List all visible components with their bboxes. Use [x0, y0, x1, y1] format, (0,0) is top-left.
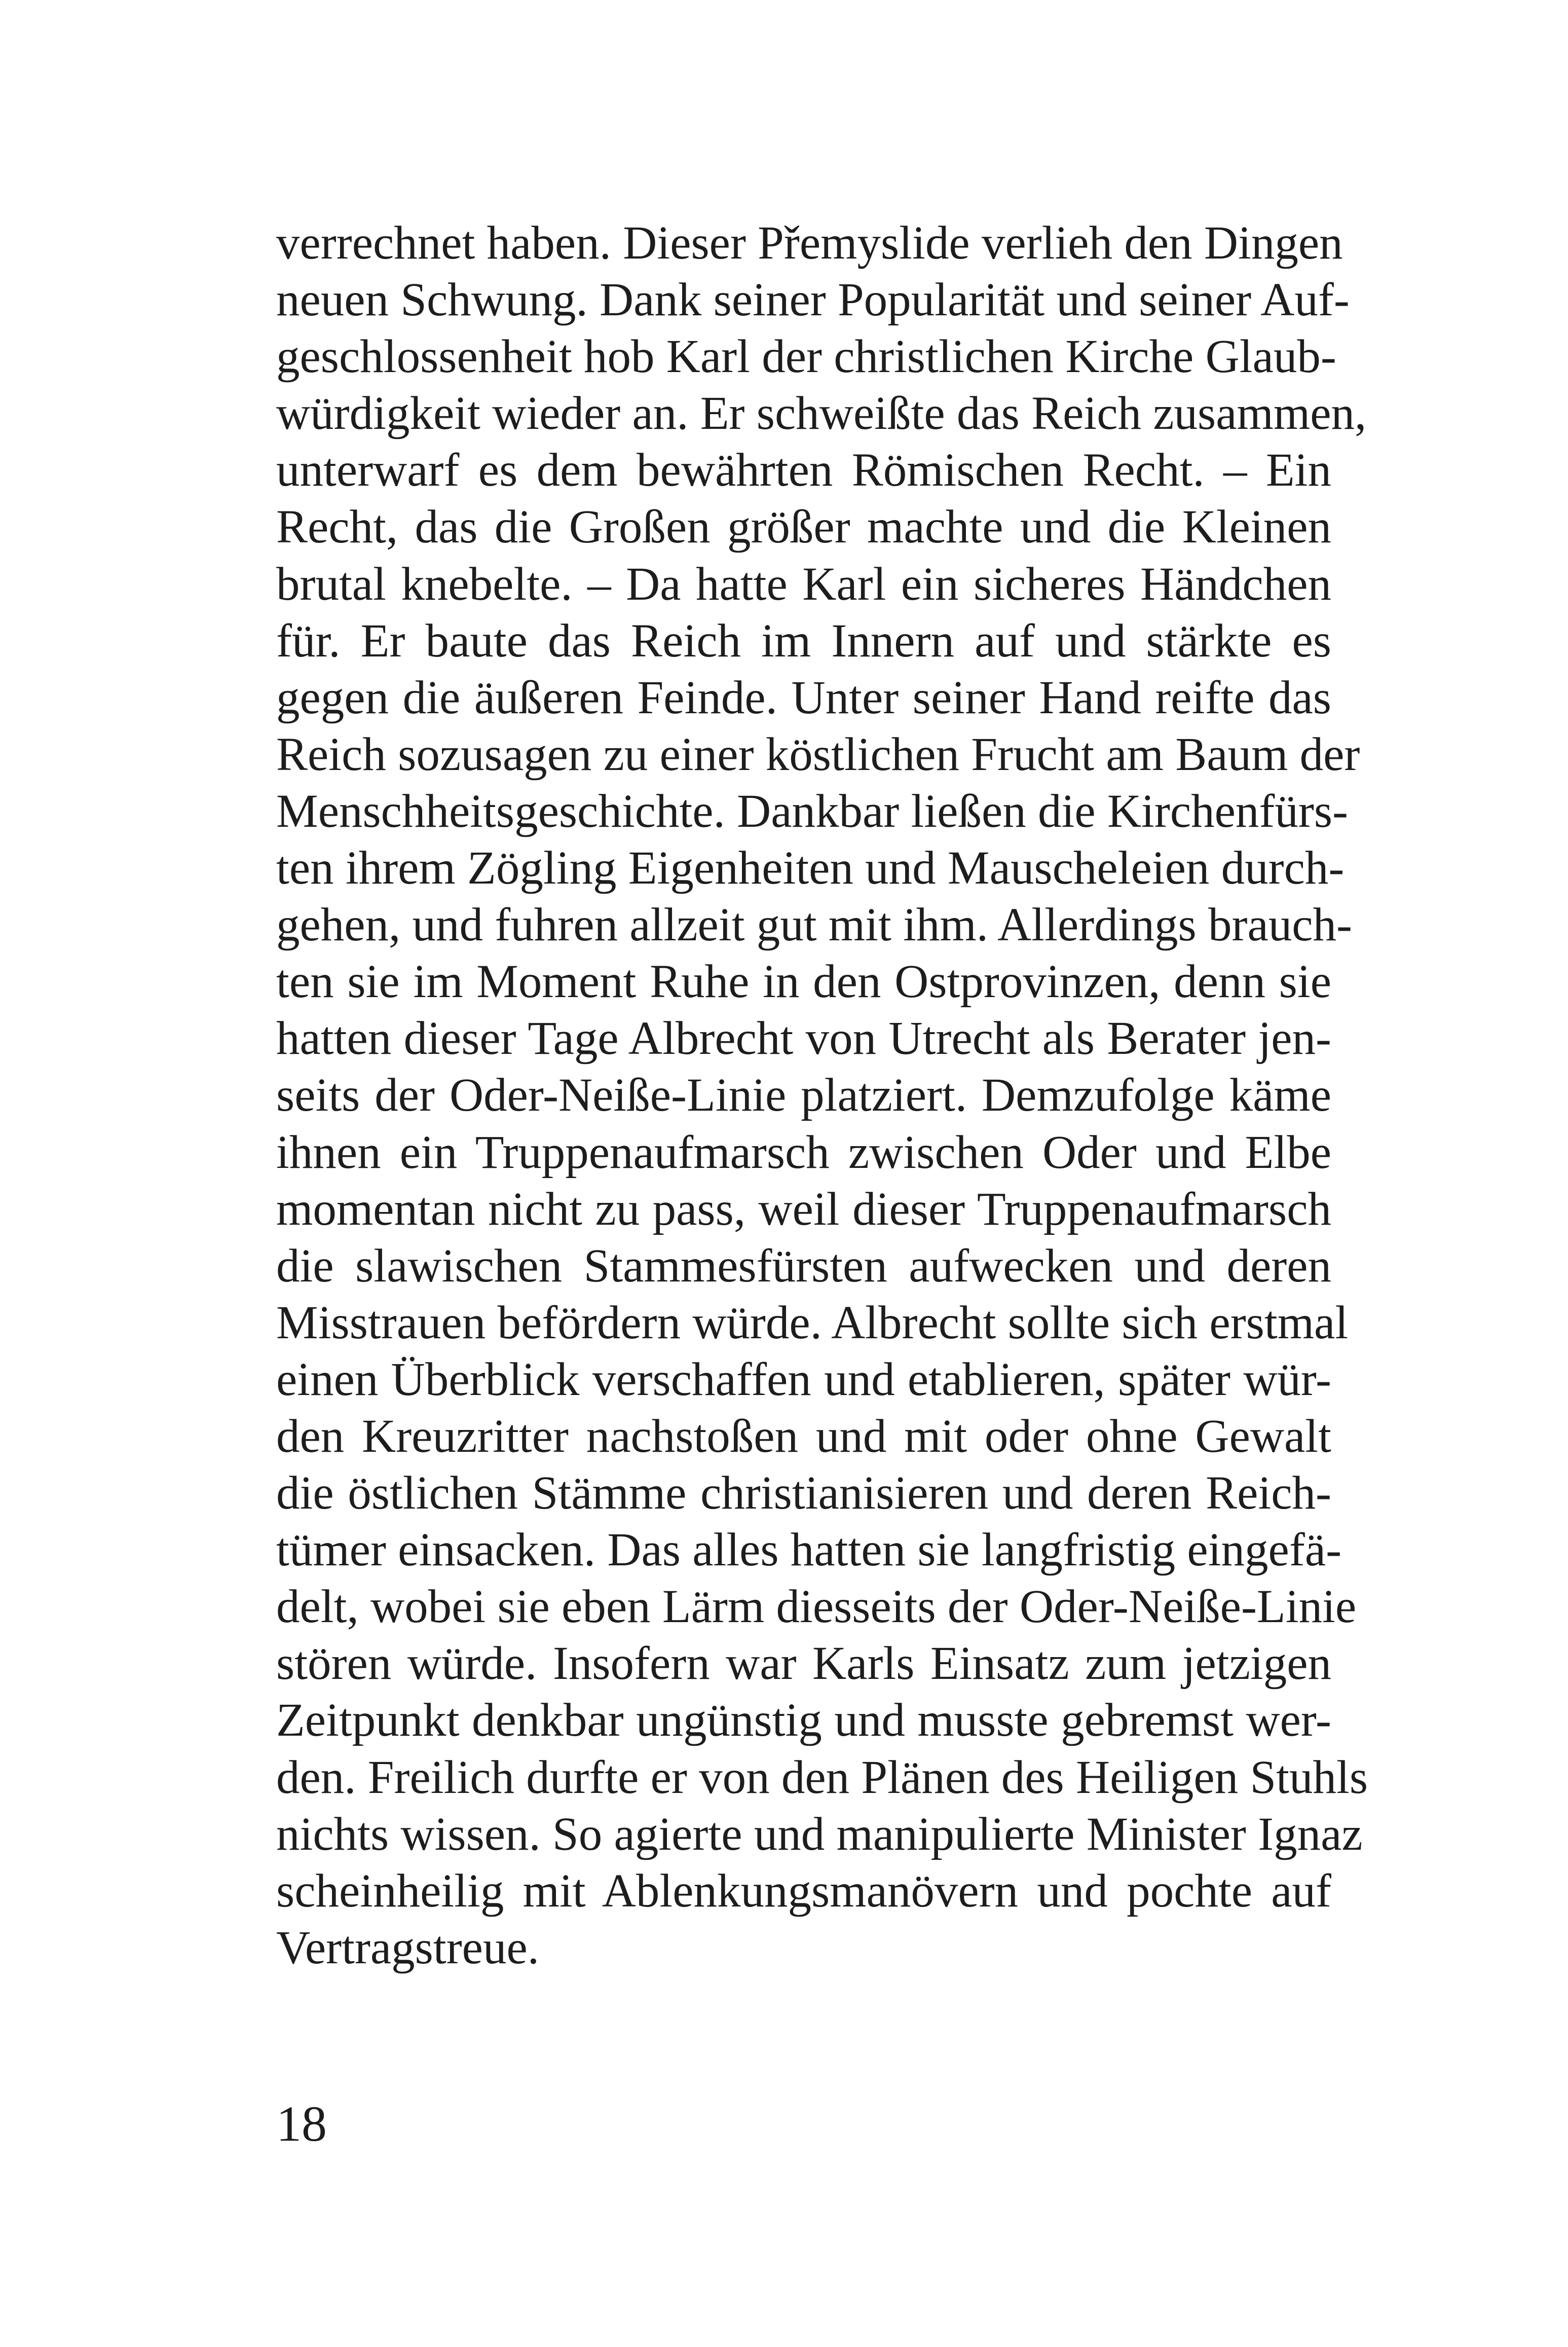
text-line: Zeitpunkt denkbar ungünstig und musste gebremst wer-	[276, 1694, 1331, 1747]
text-line: Vertragstreue.	[276, 1921, 539, 1974]
body-text	[276, 215, 1368, 1976]
text-line: neuen Schwung. Dank seiner Popularität und seiner Auf-	[276, 274, 1350, 326]
text-line: ten ihrem Zögling Eigenheiten und Mauscheleien durch-	[276, 842, 1345, 895]
text-line: den. Freilich durfte er von den Plänen des Heiligen Stuhls	[276, 1751, 1368, 1804]
text-line: Misstrauen befördern würde. Albrecht sollte sich erstmal	[276, 1296, 1349, 1349]
text-line: den Kreuzritter nachstoßen und mit oder ohne Gewalt	[276, 1410, 1331, 1462]
text-line: für. Er baute das Reich im Innern auf und stärkte es	[276, 614, 1331, 667]
page-number: 18	[276, 2096, 327, 2152]
text-line: unterwarf es dem bewährten Römischen Recht. – Ein	[276, 444, 1331, 497]
text-line: tümer einsacken. Das alles hatten sie langfristig eingefä-	[276, 1524, 1342, 1576]
text-line: Recht, das die Großen größer machte und die Kleinen	[276, 501, 1331, 554]
text-line: brutal knebelte. – Da hatte Karl ein sicheres Händchen	[276, 558, 1331, 610]
text-line: seits der Oder-Neiße-Linie platziert. Demzufolge käme	[276, 1069, 1331, 1122]
text-line: nichts wissen. So agierte und manipulierte Minister Ignaz	[276, 1808, 1363, 1860]
text-line: einen Überblick verschaffen und etablieren, später wür-	[276, 1353, 1331, 1406]
text-line: würdigkeit wieder an. Er schweißte das Reich zusammen,	[276, 387, 1367, 440]
text-line: verrechnet haben. Dieser Přemyslide verlieh den Dingen	[276, 217, 1343, 269]
text-line: Menschheitsgeschichte. Dankbar ließen die Kirchenfürs-	[276, 785, 1348, 837]
text-line: momentan nicht zu pass, weil dieser Truppenaufmarsch	[276, 1183, 1331, 1235]
text-line: die slawischen Stammesfürsten aufwecken und deren	[276, 1239, 1331, 1292]
text-line: die östlichen Stämme christianisieren und deren Reich-	[276, 1467, 1331, 1520]
text-line: hatten dieser Tage Albrecht von Utrecht als Berater jen-	[276, 1012, 1331, 1065]
text-line: Reich sozusagen zu einer köstlichen Frucht am Baum der	[276, 728, 1360, 781]
text-line: delt, wobei sie eben Lärm diesseits der Oder-Neiße-Linie	[276, 1581, 1357, 1633]
text-line: scheinheilig mit Ablenkungsmanövern und pochte auf	[276, 1864, 1331, 1917]
text-line: ihnen ein Truppenaufmarsch zwischen Oder und Elbe	[276, 1126, 1331, 1179]
text-line: ten sie im Moment Ruhe in den Ostprovinzen, denn sie	[276, 956, 1331, 1008]
text-line: gegen die äußeren Feinde. Unter seiner Hand reifte das	[276, 671, 1331, 724]
text-line: geschlossenheit hob Karl der christlichen Kirche Glaub-	[276, 331, 1336, 383]
text-line: stören würde. Insofern war Karls Einsatz zum jetzigen	[276, 1637, 1331, 1690]
text-line: gehen, und fuhren allzeit gut mit ihm. Allerdings brauch-	[276, 899, 1352, 951]
